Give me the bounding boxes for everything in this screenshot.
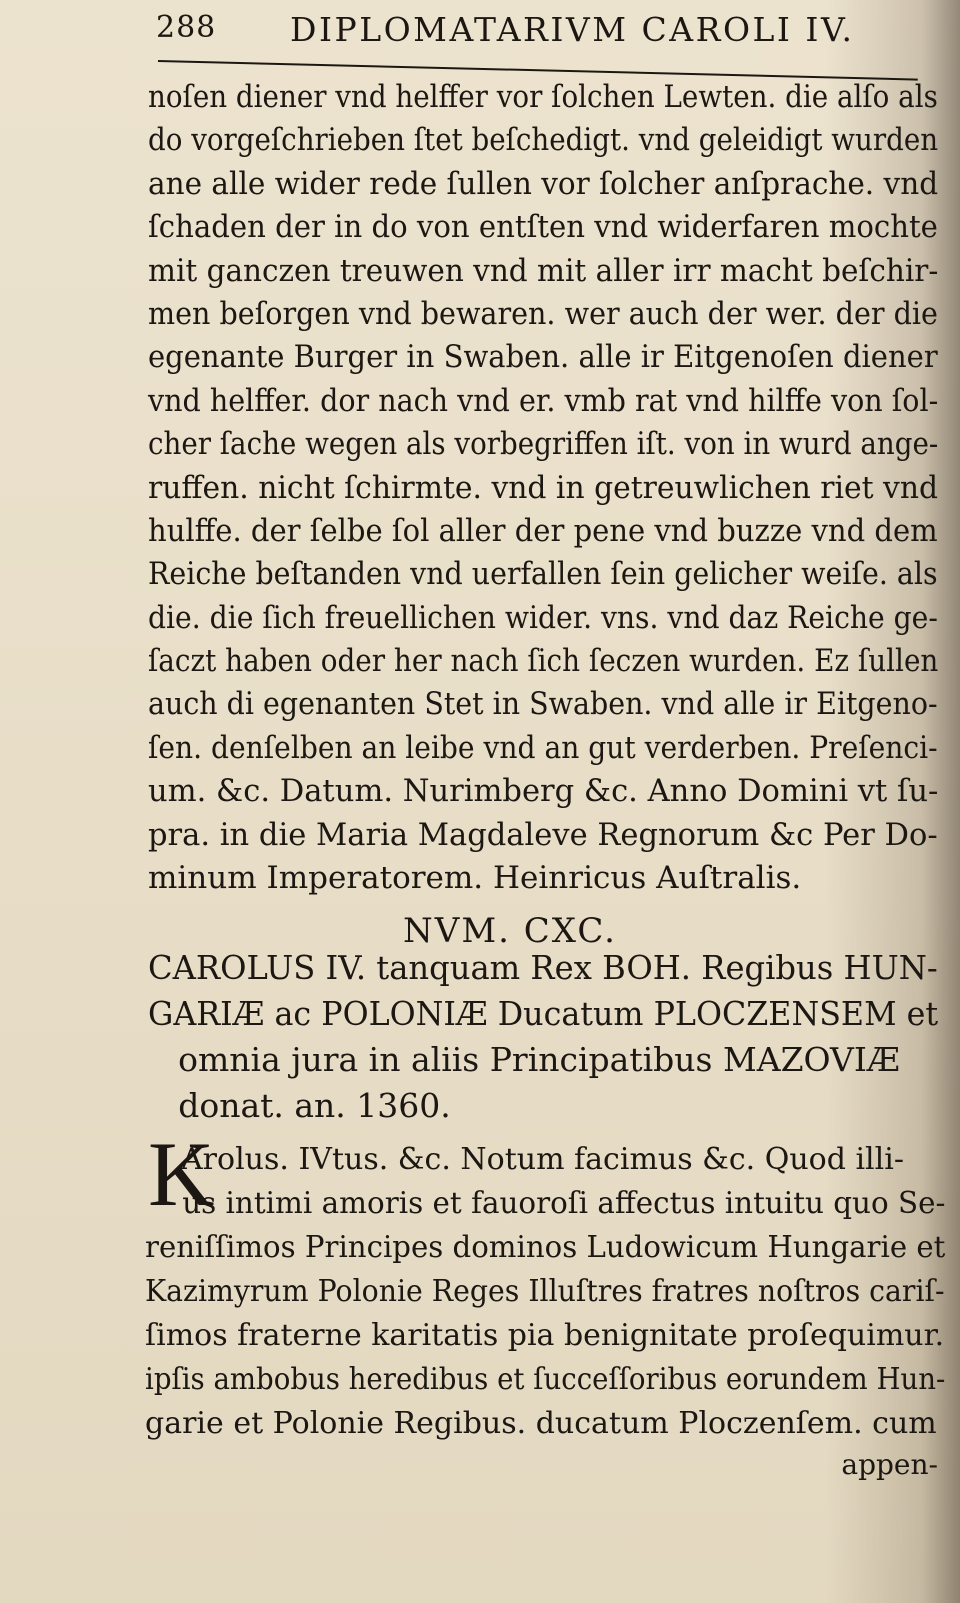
summary-line: CAROLUS IV. tanquam Rex BOH. Regibus HUN- (148, 948, 938, 987)
text-line: Arolus. IVtus. &c. Notum facimus &c. Quod illi- (181, 1142, 904, 1177)
text-line: mit ganczen treuwen vnd mit aller irr macht beſchir- (148, 252, 939, 289)
text-line: ſen. denſelben an leibe vnd an gut verderben. Preſenci- (148, 729, 938, 766)
summary-line: GARIÆ ac POLONIÆ Ducatum PLOCZENSEM et (148, 994, 939, 1033)
summary-line: donat. an. 1360. (178, 1086, 451, 1125)
section-number-heading: NVM. CXC. (403, 911, 617, 951)
text-line: ſchaden der in do von entſten vnd widerfaren mochte (148, 209, 938, 246)
running-header (150, 4, 940, 64)
text-line: pra. in die Maria Magdaleve Regnorum &c Per Do- (148, 816, 938, 853)
previous-document-text (148, 76, 938, 900)
text-line: Kazimyrum Polonie Reges Illuſtres fratres noſtros cariſ- (145, 1274, 945, 1309)
document-text (145, 1138, 945, 1446)
drop-cap: K (148, 1123, 215, 1225)
text-line: do vorgeſchrieben ſtet beſchedigt. vnd geleidigt wurden (148, 122, 939, 159)
text-line: reniſſimos Principes dominos Ludowicum Hungarie et (145, 1230, 946, 1265)
text-line: minum Imperatorem. Heinricus Auſtralis. (148, 860, 802, 897)
page-number: 288 (156, 10, 217, 45)
text-line: die. die ſich freuellichen wider. vns. vnd daz Reiche ge- (148, 599, 938, 636)
text-line: ipſis ambobus heredibus et ſucceſſoribus eorundem Hun- (145, 1362, 946, 1397)
text-line: ruffen. nicht ſchirmte. vnd in getreuwlichen riet vnd (148, 469, 939, 506)
text-line: hulffe. der ſelbe ſol aller der pene vnd buzze vnd dem (148, 512, 938, 549)
running-title: DIPLOMATARIVM CAROLI IV. (290, 10, 855, 49)
text-line: egenante Burger in Swaben. alle ir Eitgenoſen diener (148, 339, 938, 376)
text-line: men beſorgen vnd bewaren. wer auch der wer. der die (148, 295, 938, 332)
catchword: appen- (841, 1448, 938, 1481)
text-line: noſen diener vnd helffer vor ſolchen Lewten. die alſo als (148, 79, 938, 115)
text-line: Reiche beſtanden vnd uerfallen ſein gelicher weiſe. als (148, 556, 938, 593)
text-line: ſaczt haben oder her nach ſich ſeczen wurden. Ez ſullen (148, 643, 939, 680)
text-line: ſimos fraterne karitatis pia benignitate proſequimur. (145, 1318, 945, 1353)
document-summary (148, 945, 938, 1129)
text-line: garie et Polonie Regibus. ducatum Ploczenſem. cum (145, 1406, 937, 1441)
text-line: vnd helffer. dor nach vnd er. vmb rat vnd hilffe von ſol- (148, 382, 939, 419)
summary-line: omnia jura in aliis Principatibus MAZOVIÆ (178, 1040, 900, 1079)
text-line: ane alle wider rede ſullen vor ſolcher anſprache. vnd (148, 165, 939, 202)
text-line: um. &c. Datum. Nurimberg &c. Anno Domini vt ſu- (148, 773, 939, 810)
text-line: auch di egenanten Stet in Swaben. vnd alle ir Eitgeno- (148, 686, 938, 723)
text-line: cher ſache wegen als vorbegriffen iſt. von in wurd ange- (148, 426, 939, 463)
text-line: us intimi amoris et fauoroſi affectus intuitu quo Se- (182, 1186, 946, 1221)
